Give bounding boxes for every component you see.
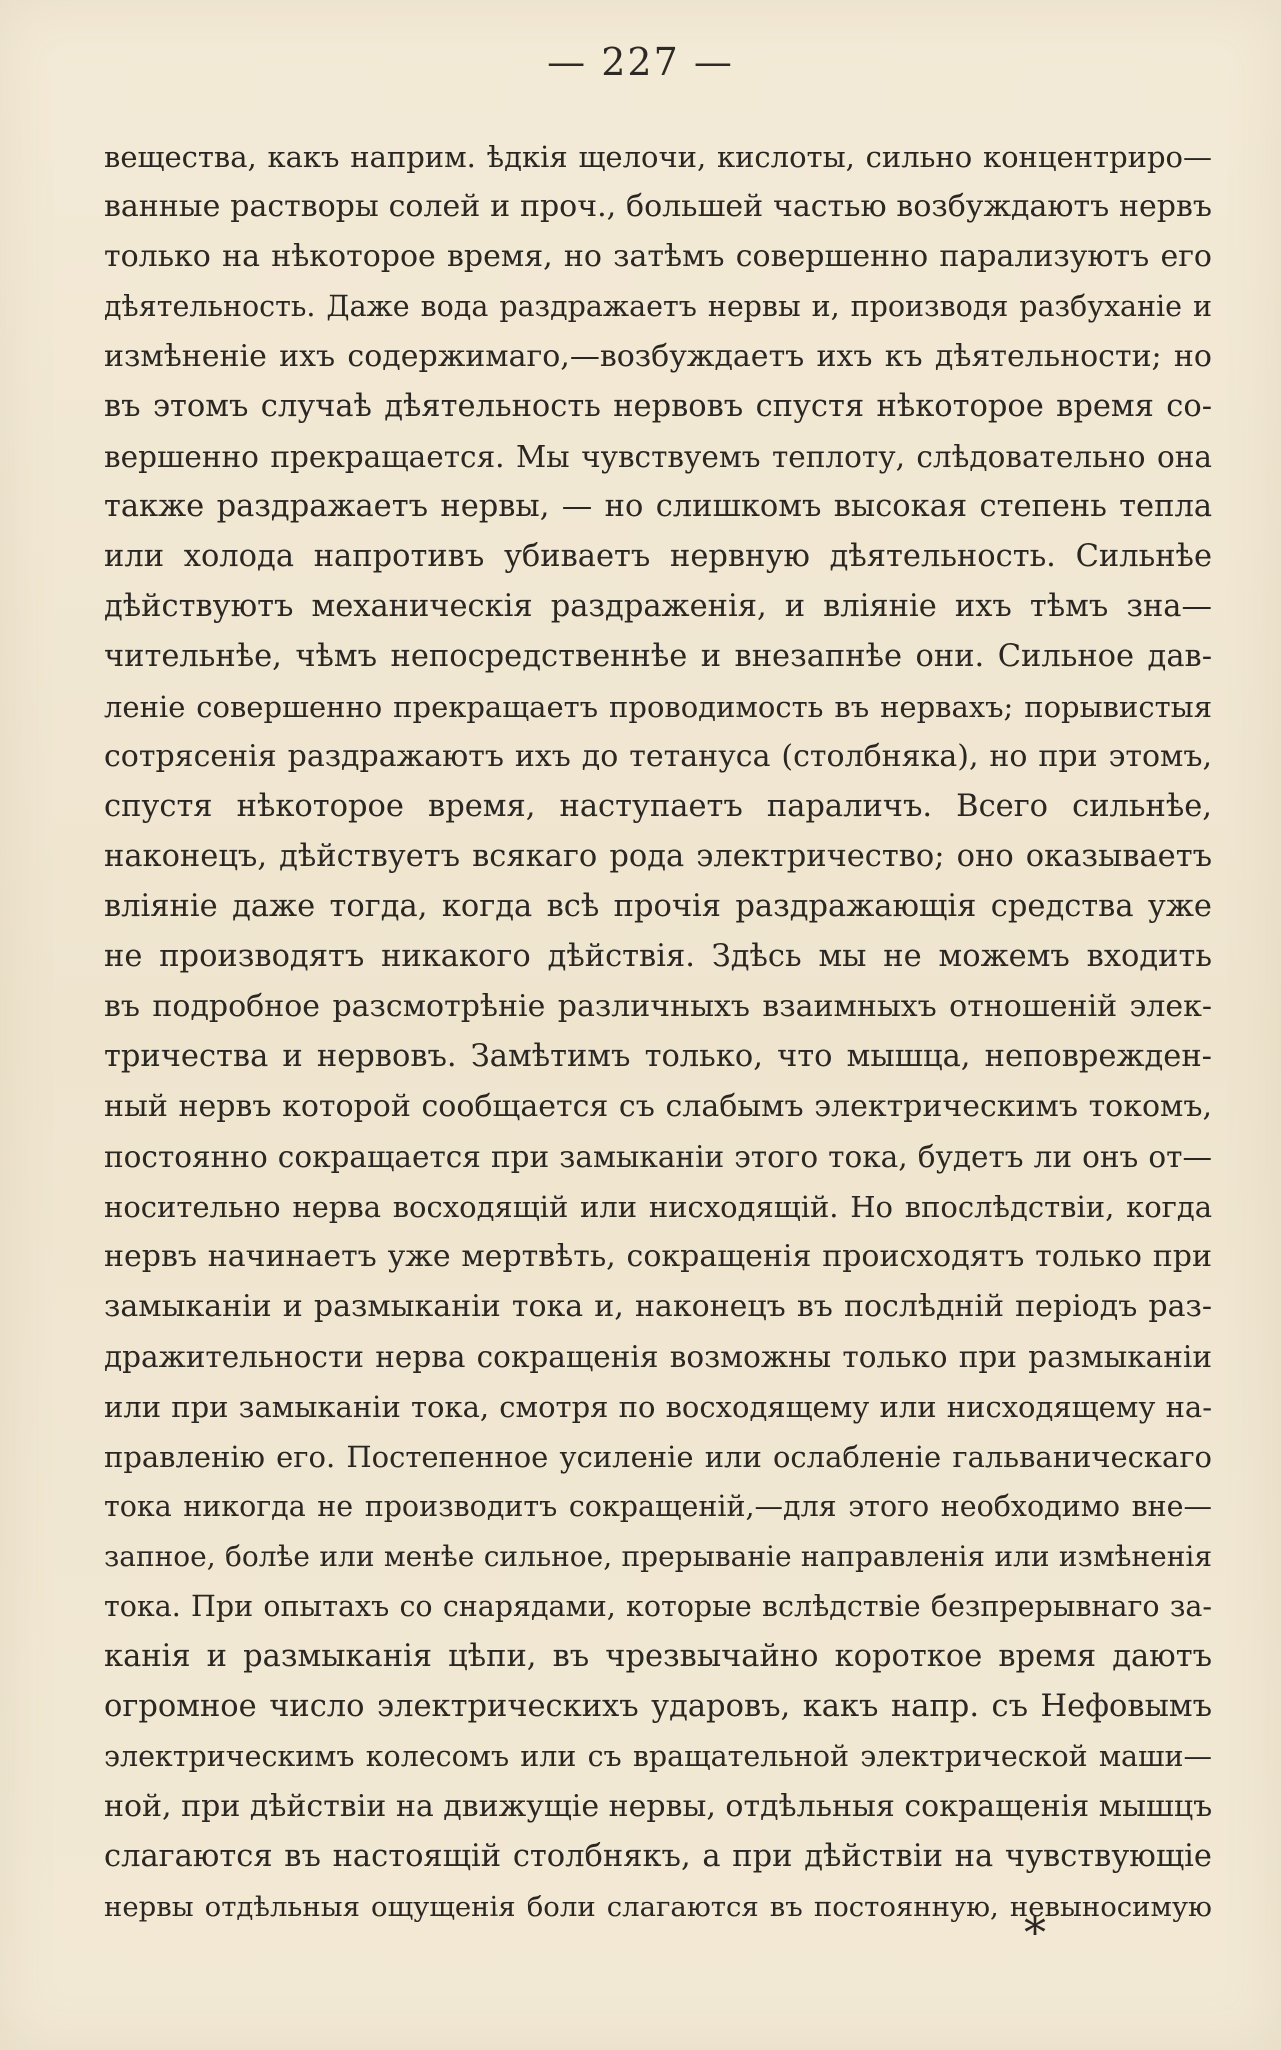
text-line: въ этомъ случаѣ дѣятельность нервовъ спустя нѣкоторое время со- bbox=[104, 389, 1212, 424]
text-line: вліяніе даже тогда, когда всѣ прочія раздражающія средства уже bbox=[104, 889, 1212, 924]
text-line: наконецъ, дѣйствуетъ всякаго рода электричество; оно оказываетъ bbox=[104, 839, 1212, 874]
body-text bbox=[104, 132, 1212, 1932]
text-line: канія и размыканія цѣпи, въ чрезвычайно короткое время даютъ bbox=[104, 1639, 1212, 1674]
text-line: или холода напротивъ убиваетъ нервную дѣятельность. Сильнѣе bbox=[104, 539, 1212, 574]
text-line: огромное число электрическихъ ударовъ, какъ напр. съ Нефовымъ bbox=[104, 1689, 1212, 1724]
text-line: правленію его. Постепенное усиленіе или ослабленіе гальваническаго bbox=[104, 1440, 1212, 1474]
text-line: замыканіи и размыканіи тока и, наконецъ въ послѣдній періодъ раз- bbox=[104, 1289, 1212, 1324]
text-line: вещества, какъ наприм. ѣдкія щелочи, кислоты, сильно концентриро— bbox=[104, 140, 1212, 174]
text-line: тока. При опытахъ со снарядами, которые вслѣдствіе безпрерывнаго за- bbox=[104, 1590, 1212, 1623]
text-line: ной, при дѣйствіи на движущіе нервы, отдѣльныя сокращенія мышцъ bbox=[104, 1789, 1213, 1824]
text-line: запное, болѣе или менѣе сильное, прерываніе направленія или измѣненія bbox=[104, 1540, 1212, 1573]
text-line: тока никогда не производитъ сокращеній,—для этого необходимо вне— bbox=[104, 1490, 1212, 1523]
text-line: ный нервъ которой сообщается съ слабымъ электрическимъ токомъ, bbox=[104, 1089, 1212, 1124]
text-line: также раздражаетъ нервы, — но слишкомъ высокая степень тепла bbox=[104, 489, 1212, 524]
text-line: дѣятельность. Даже вода раздражаетъ нервы и, производя разбуханіе и bbox=[104, 290, 1212, 323]
text-line: дѣйствуютъ механическія раздраженія, и вліяніе ихъ тѣмъ зна— bbox=[104, 589, 1212, 624]
text-line: дражительности нерва сокращенія возможны только при размыканіи bbox=[104, 1340, 1212, 1374]
text-line: нервъ начинаетъ уже мертвѣть, сокращенія происходятъ только при bbox=[104, 1239, 1212, 1274]
text-line: слагаются въ настоящій столбнякъ, а при дѣйствіи на чувствующіе bbox=[104, 1839, 1212, 1874]
text-line: только на нѣкоторое время, но затѣмъ совершенно парализуютъ его bbox=[104, 239, 1212, 274]
text-line: электрическимъ колесомъ или съ вращательной электрической маши— bbox=[104, 1740, 1212, 1773]
page-number: — 227 — bbox=[547, 40, 734, 84]
text-line: постоянно сокращается при замыканіи этого тока, будетъ ли онъ от— bbox=[104, 1140, 1212, 1174]
text-line: или при замыканіи тока, смотря по восходящему или нисходящему на- bbox=[104, 1390, 1212, 1424]
text-line: вершенно прекращается. Мы чувствуемъ теплоту, слѣдовательно она bbox=[104, 440, 1212, 474]
text-line: леніе совершенно прекращаетъ проводимость въ нервахъ; порывистыя bbox=[104, 690, 1212, 724]
text-line: носительно нерва восходящій или нисходящій. Но впослѣдствіи, когда bbox=[104, 1190, 1212, 1224]
text-line: спустя нѣкоторое время, наступаетъ параличъ. Всего сильнѣе, bbox=[104, 789, 1212, 824]
text-line: сотрясенія раздражаютъ ихъ до тетануса (столбняка), но при этомъ, bbox=[104, 739, 1212, 774]
signature-mark: * bbox=[1024, 1908, 1046, 1959]
text-line: тричества и нервовъ. Замѣтимъ только, что мышца, неповрежден- bbox=[104, 1039, 1212, 1074]
text-line: въ подробное разсмотрѣніе различныхъ взаимныхъ отношеній элек- bbox=[104, 989, 1212, 1024]
text-line: измѣненіе ихъ содержимаго,—возбуждаетъ ихъ къ дѣятельности; но bbox=[104, 339, 1212, 374]
text-line: ванные растворы солей и проч., большей частью возбуждаютъ нервъ bbox=[104, 189, 1212, 224]
text-line: чительнѣе, чѣмъ непосредственнѣе и внезапнѣе они. Сильное дав- bbox=[104, 639, 1212, 674]
text-line: не производятъ никакого дѣйствія. Здѣсь мы не можемъ входить bbox=[104, 939, 1212, 974]
text-line: нервы отдѣльныя ощущенія боли слагаются въ постоянную, невыносимую bbox=[104, 1891, 1212, 1923]
